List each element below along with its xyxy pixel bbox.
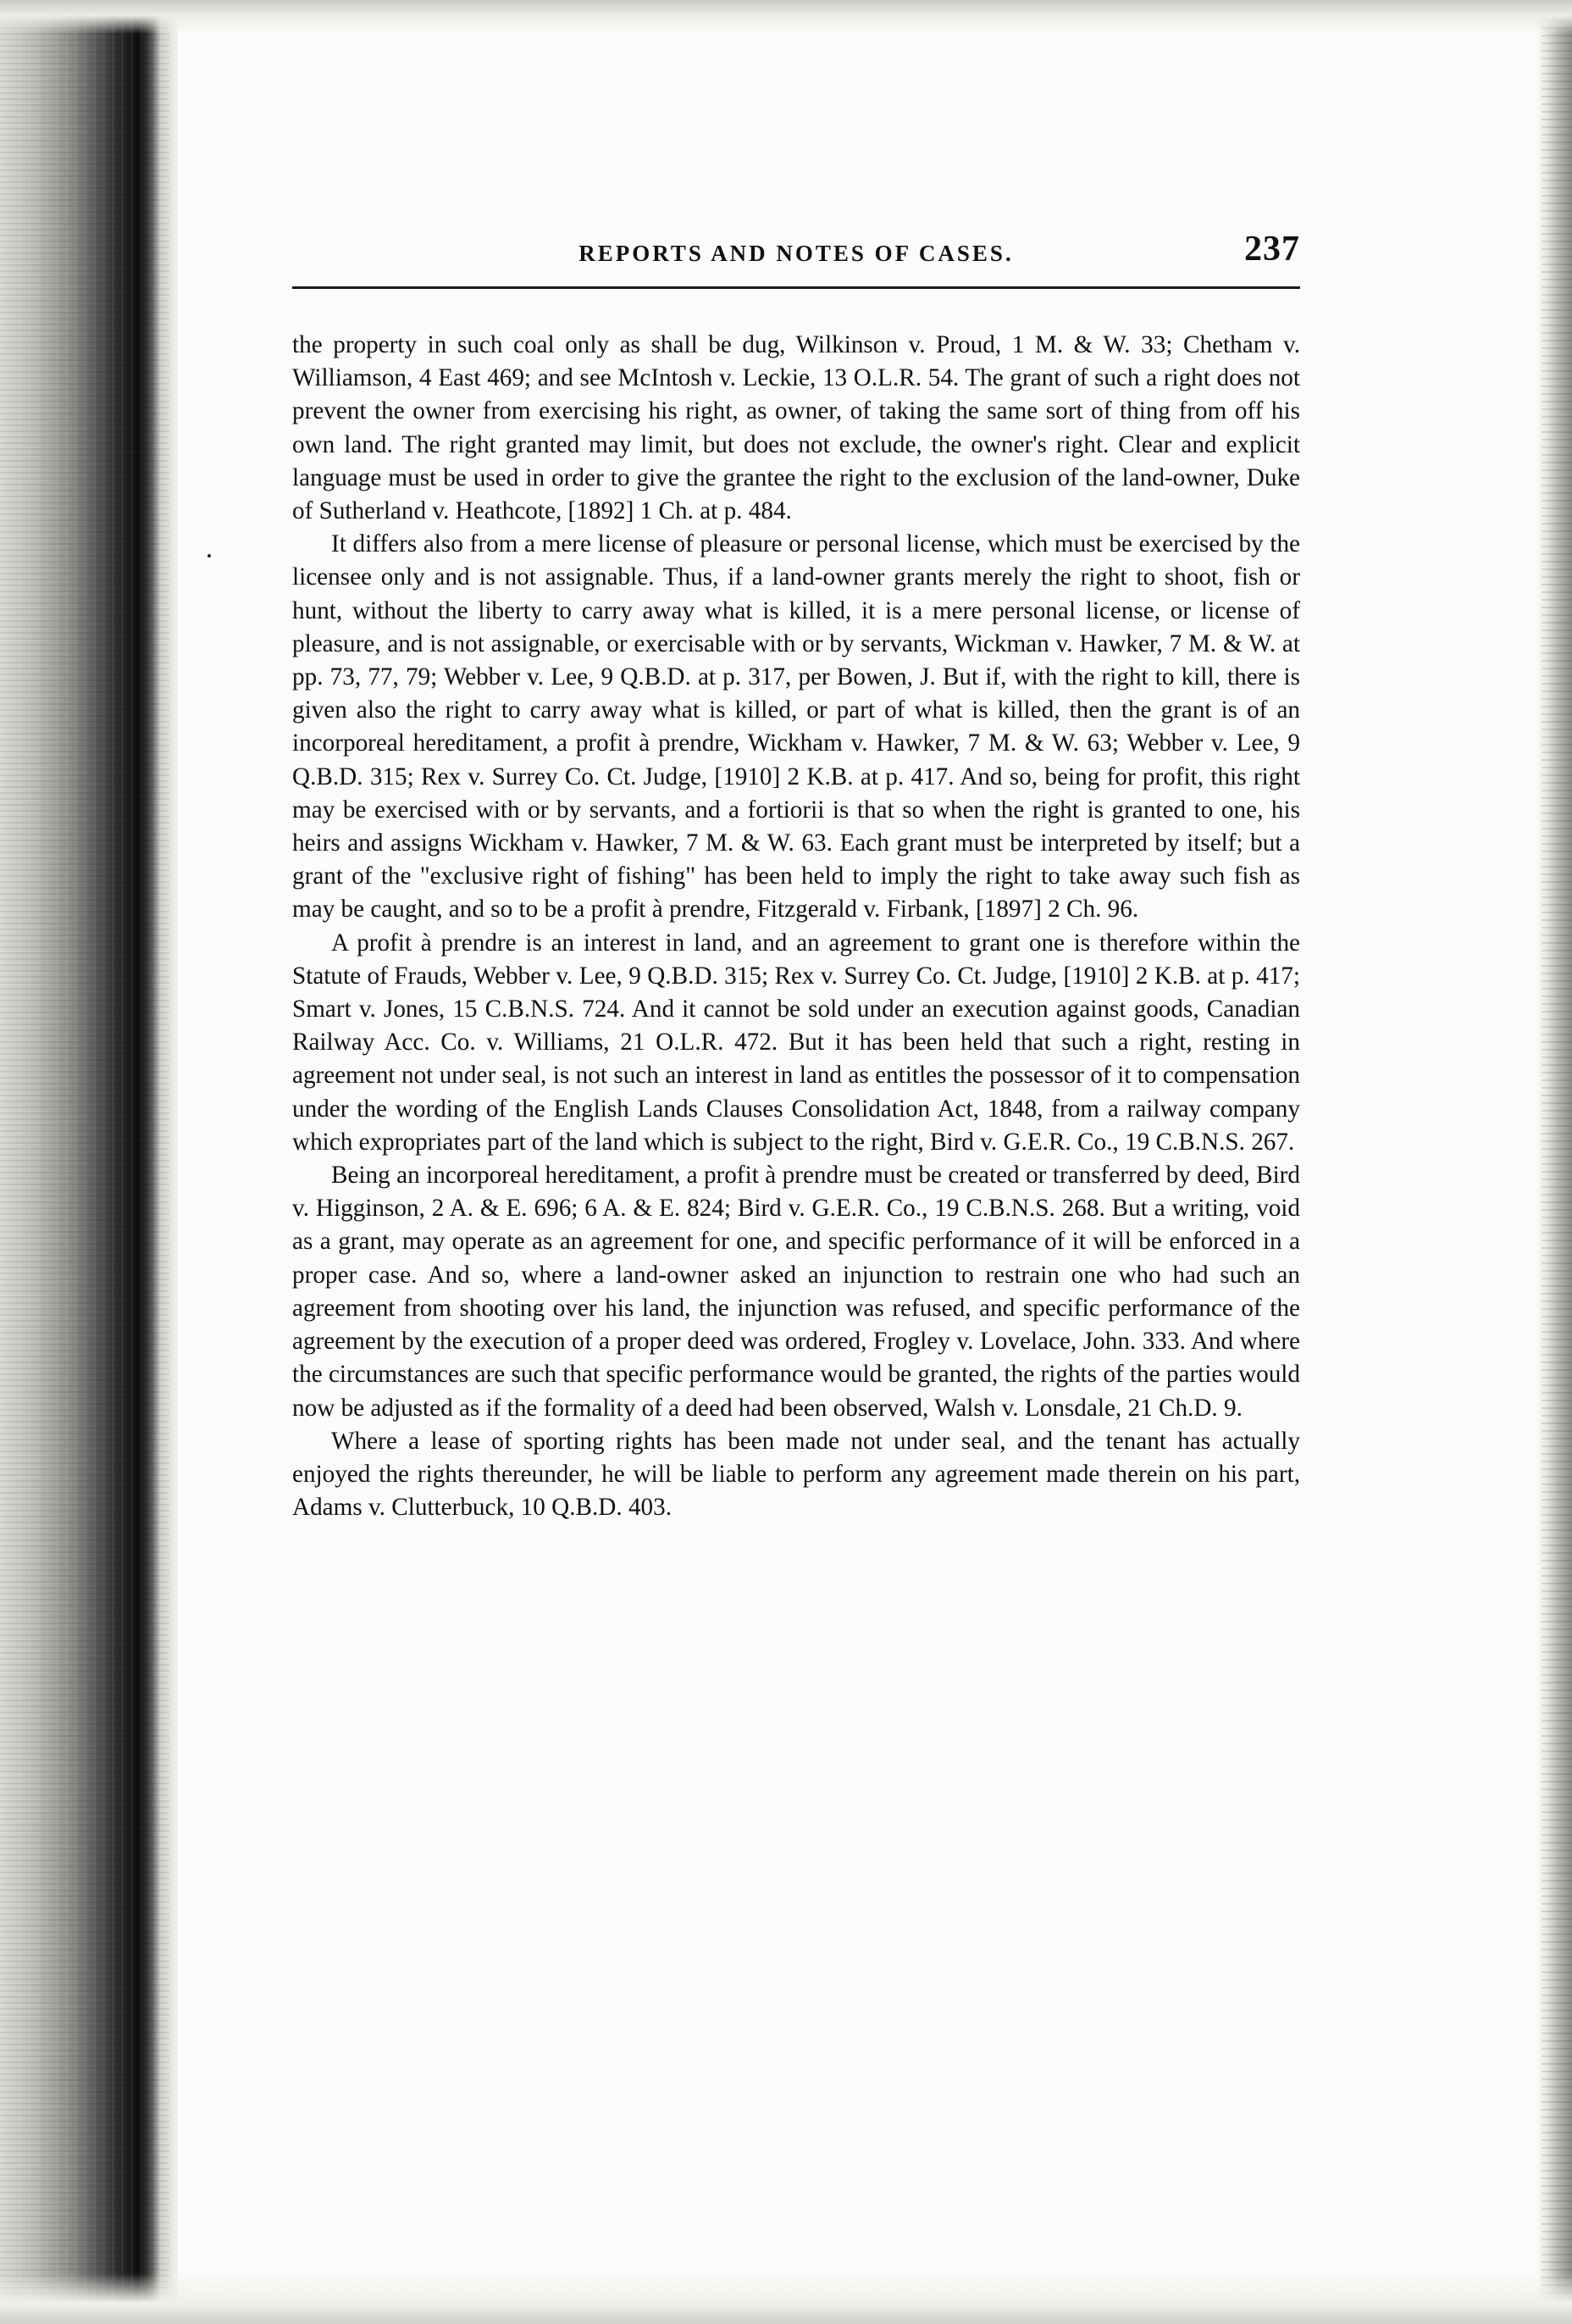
scan-dust-mark bbox=[208, 554, 211, 557]
running-head bbox=[292, 229, 1300, 276]
paragraph-interest-in-land: A profit à prendre is an interest in land, and an agreement to grant one is therefore within the Statute of Frauds, Webber v. Lee, 9 Q.B.D. 315; Rex v. Surrey Co. Ct. Judge, [1910] 2 K.B. at p. 417; Smart v. Jones, 15 C.B.N.S. 724. And it cannot be sold under an execution against goods, Canadian Railway Acc. Co. v. Williams, 21 O.L.R. 472. But it has been held that such a right, resting in agreement not under seal, is not such an interest in land as entitles the possessor of it to compensation under the wording of the English Lands Clauses Consolidation Act, 1848, from a railway company which expropriates part of the land which is subject to the right, Bird v. G.E.R. Co., 19 C.B.N.S. 267. bbox=[292, 929, 1300, 1156]
paragraph-license: It differs also from a mere license of pleasure or personal license, which must be exercised by the licensee only and is not assignable. Thus, if a land-owner grants merely the right to shoot, fish or hunt, without the liberty to carry away what is killed, it is a mere personal license, or license of pleasure, and is not assignable, or exercisable with or by servants, Wickman v. Hawker, 7 M. & W. at pp. 73, 77, 79; Webber v. Lee, 9 Q.B.D. at p. 317, per Bowen, J. But if, with the right to kill, there is given also the right to carry away what is killed, or part of what is killed, then the grant is of an incorporeal hereditament, a profit à prendre, Wickham v. Hawker, 7 M. & W. 63; Webber v. Lee, 9 Q.B.D. 315; Rex v. Surrey Co. Ct. Judge, [1910] 2 K.B. at p. 417. And so, being for profit, this right may be exercised with or by servants, and a fortiorii is that so when the right is granted to one, his heirs and assigns Wickham v. Hawker, 7 M. & W. 63. Each grant must be interpreted by itself; but a grant of the "exclusive right of fishing" has been held to imply the right to take away such fish as may be caught, and so to be a profit à prendre, Fitzgerald v. Firbank, [1897] 2 Ch. 96. bbox=[292, 530, 1300, 923]
paragraph-continuation: the property in such coal only as shall be dug, Wilkinson v. Proud, 1 M. & W. 33; Chetham v. Williamson, 4 East 469; and see McIntosh v. Leckie, 13 O.L.R. 54. The grant of such a right does not prevent the owner from exercising his right, as owner, of taking the same sort of thing from off his own land. The right granted may limit, but does not exclude, the owner's right. Clear and explicit language must be used in order to give the grantee the right to the exclusion of the land-owner, Duke of Sutherland v. Heathcote, [1892] 1 Ch. at p. 484. bbox=[292, 331, 1300, 525]
binding-texture bbox=[0, 0, 169, 2324]
header-rule bbox=[292, 286, 1300, 289]
body-text bbox=[292, 329, 1300, 1524]
paragraph-lease-sporting-rights: Where a lease of sporting rights has been made not under seal, and the tenant has actually enjoyed the rights thereunder, he will be liable to perform any agreement made therein on his part, Adams v. Clutterbuck, 10 Q.B.D. 403. bbox=[292, 1427, 1300, 1522]
paragraph-incorporeal-hereditament: Being an incorporeal hereditament, a profit à prendre must be created or transferred by deed, Bird v. Higginson, 2 A. & E. 696; 6 A. & E. 824; Bird v. G.E.R. Co., 19 C.B.N.S. 268. But a writing, void as a grant, may operate as an agreement for one, and specific performance of it will be enforced in a proper case. And so, where a land-owner asked an injunction to restrain one who had such an agreement from shooting over his land, the injunction was refused, and specific performance of the agreement by the execution of a proper deed was ordered, Frogley v. Lovelace, John. 333. And where the circumstances are such that specific performance would be granted, the rights of the parties would now be adjusted as if the formality of a deed had been observed, Walsh v. Lonsdale, 21 Ch.D. 9. bbox=[292, 1162, 1300, 1422]
running-title: REPORTS AND NOTES OF CASES. bbox=[578, 241, 1014, 266]
page-number: 237 bbox=[1244, 230, 1300, 269]
bottom-page-edge bbox=[0, 2273, 1572, 2324]
top-page-edge bbox=[0, 0, 1572, 34]
right-edge-texture bbox=[1542, 0, 1572, 2324]
